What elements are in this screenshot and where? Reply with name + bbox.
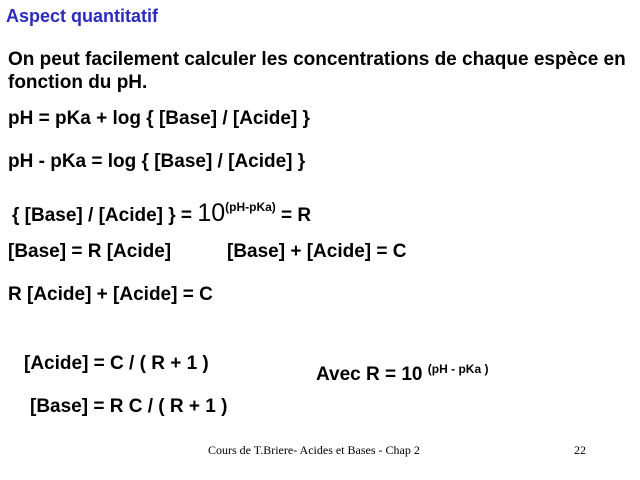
equation-ratio [12, 199, 311, 228]
equation-ratio-exponent: (pH-pKa) [225, 200, 276, 214]
equation-substitution: R [Acide] + [Acide] = C [8, 284, 213, 305]
note-avec-r-text: Avec R = 10 [316, 364, 428, 385]
intro-text: On peut facilement calculer les concentrations de chaque espèce en fonction du pH. [8, 49, 626, 93]
equation-base-r-acide: [Base] = R [Acide] [8, 241, 172, 262]
equation-acide-result: [Acide] = C / ( R + 1 ) [24, 353, 209, 374]
equation-ratio-base: 10 [197, 199, 226, 227]
note-avec-r [316, 364, 488, 386]
equation-ph-minus-pka: pH - pKa = log { [Base] / [Acide] } [8, 151, 306, 172]
equation-base-result: [Base] = R C / ( R + 1 ) [30, 396, 228, 417]
footer-page-number: 22 [574, 443, 586, 457]
equation-conservation: [Base] + [Acide] = C [227, 241, 407, 262]
equation-ph-pka: pH = pKa + log { [Base] / [Acide] } [8, 108, 310, 129]
note-avec-r-exponent: (pH - pKa ) [427, 362, 489, 376]
equation-ratio-rhs: = R [275, 205, 312, 226]
slide-title: Aspect quantitatif [6, 6, 159, 26]
footer-course: Cours de T.Briere- Acides et Bases - Chap 2 [208, 443, 420, 457]
equation-ratio-lhs: { [Base] / [Acide] } = [12, 205, 198, 226]
